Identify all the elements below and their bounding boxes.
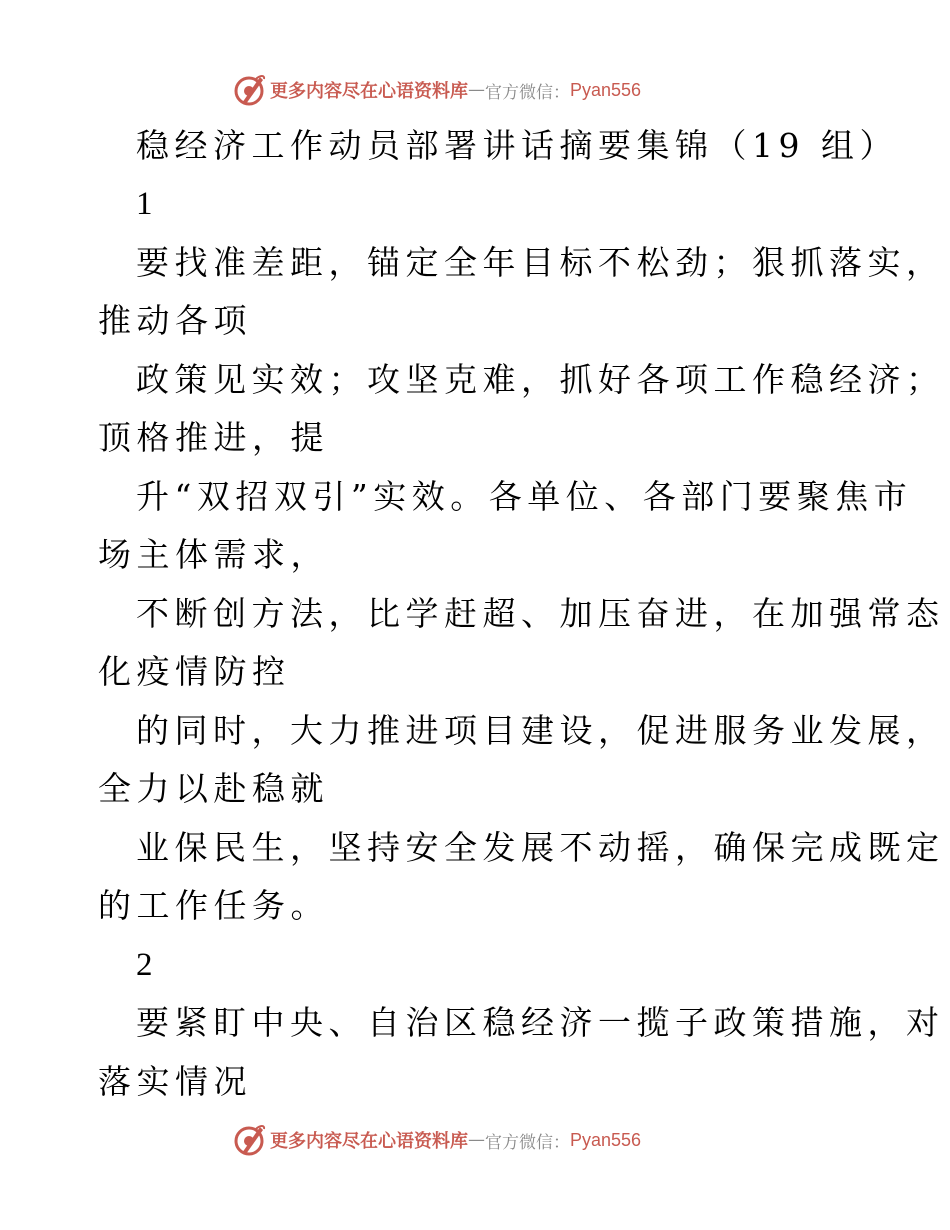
paragraph-line: 推动各项 [98,301,252,340]
section-number-1: 1 [136,186,153,222]
quill-logo-icon [232,73,266,107]
banner-brand: 更多内容尽在心语资料库 [270,81,468,102]
quill-logo-icon [232,1123,266,1157]
banner-official: 官方微信： [485,1132,570,1153]
banner-separator: — [468,1130,485,1150]
paragraph-line: 的同时，大力推进项目建设，促进服务业发展， [136,711,945,750]
section-number-2: 2 [136,947,153,983]
paragraph-line: 升“双招双引”实效。各单位、各部门要聚焦市 [136,477,913,516]
banner-official: 官方微信： [485,82,570,103]
paragraph-line: 业保民生，坚持安全发展不动摇，确保完成既定 [136,828,945,867]
paragraph-line: 要找准差距，锚定全年目标不松劲；狠抓落实， [136,243,945,282]
paragraph-line: 化疫情防控 [98,652,291,691]
header-banner [232,70,712,110]
paragraph-line: 顶格推进，提 [98,418,329,457]
banner-wechat-id: Pyan556 [570,79,642,100]
banner-separator: — [468,80,485,100]
paragraph-line: 全力以赴稳就 [98,769,329,808]
paragraph-line: 的工作任务。 [98,886,329,925]
paragraph-line: 不断创方法，比学赶超、加压奋进，在加强常态 [136,594,945,633]
paragraph-line: 政策见实效；攻坚克难，抓好各项工作稳经济； [136,360,945,399]
footer-banner [232,1120,712,1160]
banner-wechat-id: Pyan556 [570,1129,642,1150]
banner-brand: 更多内容尽在心语资料库 [270,1131,468,1152]
document-title: 稳经济工作动员部署讲话摘要集锦（19 组） [136,126,898,165]
paragraph-line: 落实情况 [98,1062,252,1101]
paragraph-line: 场主体需求， [98,535,329,574]
paragraph-line: 要紧盯中央、自治区稳经济一揽子政策措施，对 [136,1003,945,1042]
